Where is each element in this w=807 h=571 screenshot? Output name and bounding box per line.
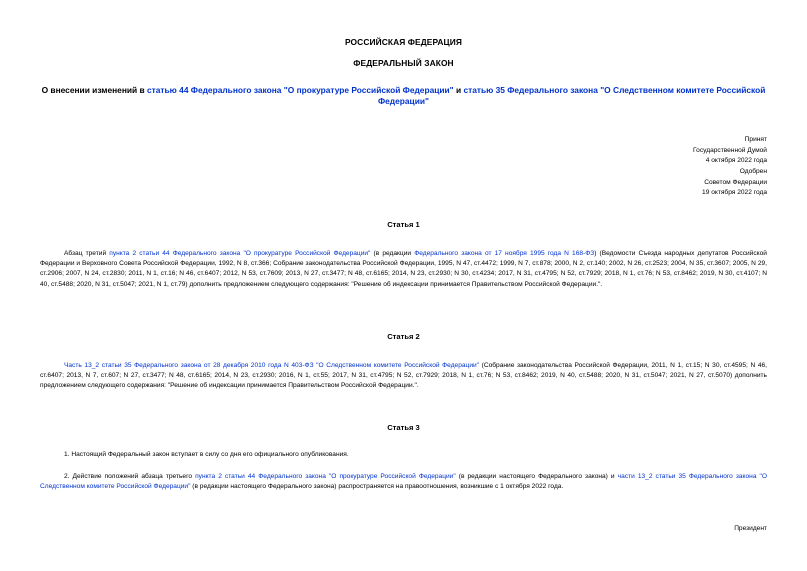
title-link-article-44[interactable]: статью 44 Федерального закона "О прокуратуре Российской Федерации" xyxy=(147,85,454,95)
adoption-line: 19 октября 2022 года xyxy=(702,189,767,197)
article-2-heading: Статья 2 xyxy=(387,332,420,341)
article-3-link-article-44[interactable]: пункта 2 статьи 44 Федерального закона "О прокуратуре Российской Федерации" xyxy=(195,473,456,480)
adoption-line: Советом Федерации xyxy=(704,178,767,186)
article-1-link-law-168[interactable]: Федерального закона от 17 ноября 1995 года N 168-ФЗ xyxy=(414,250,595,257)
adoption-line: 4 октября 2022 года xyxy=(705,157,767,165)
article-2-text xyxy=(40,361,767,392)
article-1-text xyxy=(40,249,767,290)
article-1-link-clause[interactable]: пункта 2 статьи 44 Федерального закона "О прокуратуре Российской Федерации" xyxy=(109,250,371,257)
article-3-text-part: (в редакции настоящего Федерального закона) и xyxy=(455,473,618,480)
article-3-link-article-35[interactable]: части 13_2 статьи 35 Федерального закона "О Следственном комитете Российской Федерации" xyxy=(40,473,768,491)
law-title xyxy=(40,85,767,107)
article-3-text-part: (в редакции настоящего Федерального закона) распространяется на правоотношения, возникшие с 1 октября 2022 года. xyxy=(190,483,564,491)
article-3-para-2 xyxy=(40,472,767,492)
article-1-text-part: Абзац третий xyxy=(64,250,110,257)
article-1-heading: Статья 1 xyxy=(387,220,420,229)
article-3-para-1: 1. Настоящий Федеральный закон вступает в силу со дня его официального опубликования. xyxy=(64,451,349,458)
article-2-text-part: (Собрание законодательства Российской Федерации, 2011, N 1, ст.15; N 30, ст.4595; N 46, ст.6407; 2013, N 7, ст.607; N 27, ст.3477; N 48, ст.6165; 2014, N 23, ст.2930; 2016, N 1, ст.55; 2017, N 31, ст.4795; N 52, ст.7929; 2018, N 1, ст.76; N 53, ст.8462; 2019, N 40, ст.5488; 2020, N 31, ст.5047; 2021, N 27, ст.5070) дополнить предложением следующего содержания: "Решение об индексации принимается Правительством Российской Федерации.". xyxy=(40,362,767,390)
country-heading: РОССИЙСКАЯ ФЕДЕРАЦИЯ xyxy=(344,37,463,47)
adoption-block xyxy=(567,135,767,199)
adoption-line: Принят xyxy=(744,136,767,143)
article-1-text-part: (в редакции xyxy=(370,250,415,257)
title-link-article-35[interactable]: статью 35 Федерального закона "О Следственном комитете Российской Федерации" xyxy=(378,85,766,106)
article-3-heading: Статья 3 xyxy=(387,423,420,432)
article-3-text-part: 2. Действие положений абзаца третьего xyxy=(64,473,196,480)
adoption-line: Одобрен xyxy=(739,168,767,176)
adoption-line: Государственной Думой xyxy=(693,146,767,154)
title-prefix: О внесении изменений в xyxy=(41,85,148,95)
signature-title: Президент xyxy=(734,525,767,532)
article-2-link-part[interactable]: Часть 13_2 статьи 35 Федерального закона от 28 декабря 2010 года N 403-ФЗ "О Следственном комитете Российской Федерации" xyxy=(64,362,480,369)
law-type-heading: ФЕДЕРАЛЬНЫЙ ЗАКОН xyxy=(353,58,454,68)
article-1-text-part: ) (Ведомости Съезда народных депутатов Российской Федерации и Верховного Совета Российской Федерации, 1992, N 8, ст.366; Собрание законодательства Российской Федерации, 1995, N 47, ст.4472; 1999, N 7, ст.878; 2000, N 2, ст.140; 2002, N 26, ст.2523; 2004, N 35, ст.3607; 2005, N 29, ст.2906; 2007, N 24, ст.2830; 2011, N 1, ст.16; N 46, ст.6407; 2012, N 53, ст.7609; 2013, N 27, ст.3477; N 48, ст.6165; 2014, N 23, ст.2930; N 30, ст.4234; 2017, N 31, ст.4795; N 52, ст.7929; 2018, N 1, ст.76; N 53, ст.8462; 2019, N 30, ст.4107; N 40, ст.5488; 2020, N 31, ст.5047; 2021, N 1, ст.79) дополнить предложением следующего содержания: "Решение об индексации принимается Правительством Российской Федерации.". xyxy=(40,250,767,288)
title-mid: и xyxy=(453,85,464,95)
